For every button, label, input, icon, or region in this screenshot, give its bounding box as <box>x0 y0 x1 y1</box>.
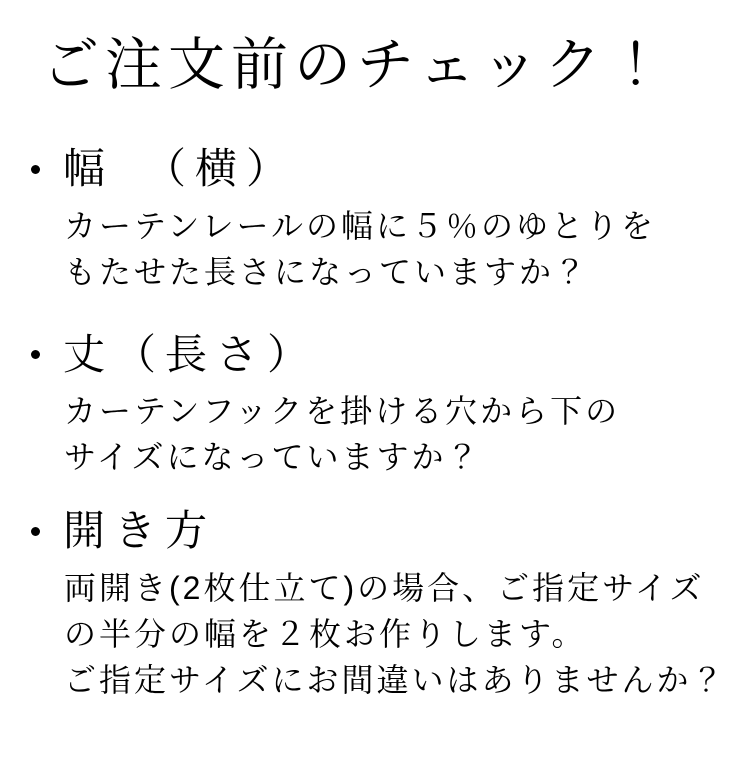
section-length-heading-row <box>0 328 730 383</box>
body-line: カーテンレールの幅に５％のゆとりを <box>64 207 656 244</box>
body-line: サイズになっていますか？ <box>64 439 482 476</box>
body-line: もたせた長さになっていますか？ <box>64 253 590 290</box>
section-width-heading: 幅 （横） <box>63 145 298 193</box>
section-opening-style-body <box>64 565 730 703</box>
section-length-heading: 丈（長さ） <box>63 330 319 378</box>
bullet-icon <box>31 350 40 359</box>
section-length-body <box>64 388 730 480</box>
page-title: ご注文前のチェック！ <box>42 33 671 97</box>
body-line: 両開き(2枚仕立て)の場合、ご指定サイズ <box>64 569 705 606</box>
section-width-heading-row <box>0 142 730 197</box>
bullet-icon <box>31 527 40 536</box>
section-opening-style <box>0 504 730 703</box>
section-opening-style-heading: 開き方 <box>63 507 217 555</box>
body-line: の半分の幅を２枚お作りします。 <box>64 615 587 652</box>
section-opening-style-heading-row <box>0 504 730 559</box>
body-line: カーテンフックを掛ける穴から下の <box>64 393 621 430</box>
section-width-body <box>64 203 730 295</box>
section-width <box>0 142 730 295</box>
bullet-icon <box>31 165 40 174</box>
body-line: ご指定サイズにお間違いはありませんか？ <box>64 661 727 698</box>
section-length <box>0 328 730 481</box>
order-check-notice <box>0 28 730 758</box>
